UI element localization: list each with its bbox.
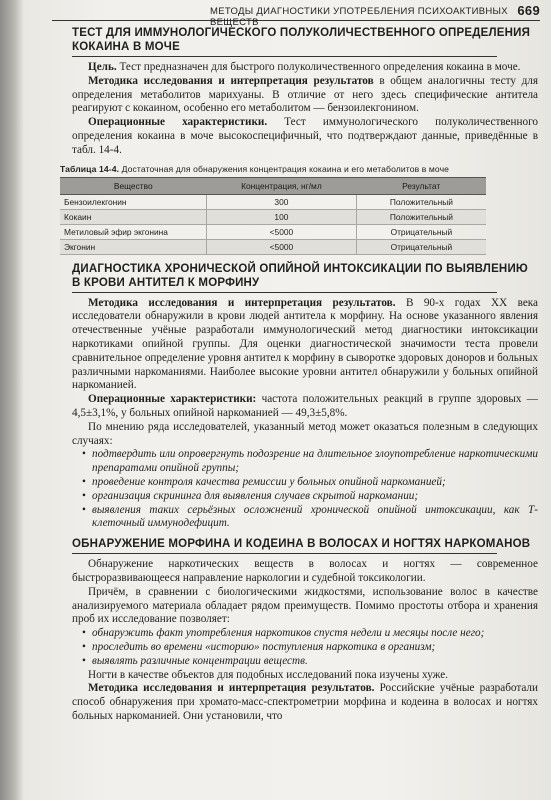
- table-cell: Отрицательный: [356, 239, 486, 254]
- paragraph-text: В 90-х годах XX века исследователи обнаружили в крови людей антитела к морфину. На основе указанного явления отечественные учёные разработали иммунологический метод диагностики интоксикации наркотиками опийной группы. Для оценки диагностической значимости теста провели сравнительное определение уровня антител к морфину в сыворотке здоровых доноров и больных различными наркоманиями. Наиболее высокие уровни антител обнаружили у больных опийной наркоманией.: [72, 296, 539, 392]
- paragraph-text: Российские учёные разработали способ обнаружения при хромато-масс-спектрометрии морфина и кодеина в волосах и ногтях больных наркоманией. Они установили, что: [72, 682, 538, 722]
- table-row: [60, 209, 486, 224]
- list-item: • проследить во времени «историю» поступления наркотика в организм;: [82, 641, 538, 655]
- section-heading-morphine-antibodies: ДИАГНОСТИКА ХРОНИЧЕСКОЙ ОПИЙНОЙ ИНТОКСИКАЦИИ ПО ВЫЯВЛЕНИЮ В КРОВИ АНТИТЕЛ К МОРФИНУ: [72, 262, 528, 289]
- table-cell: Положительный: [356, 194, 486, 209]
- table-header-row: [60, 177, 486, 194]
- table-cell: Метиловый эфир экгонина: [60, 224, 207, 239]
- paragraph-text: Тест иммунологического полуколичественного определения кокаина в моче высокоспецифичный, что подтверждают данные, приведённые в табл. 14-4.: [72, 116, 538, 156]
- table-row: [60, 224, 486, 239]
- heading-rule: [72, 56, 497, 57]
- paragraph-characteristics: [72, 393, 538, 421]
- paragraph-label: Операционные характеристики:: [88, 393, 257, 406]
- advantages-list: [72, 627, 538, 668]
- section-heading-cocaine-test: ТЕСТ ДЛЯ ИММУНОЛОГИЧЕСКОГО ПОЛУКОЛИЧЕСТВЕННОГО ОПРЕДЕЛЕНИЯ КОКАИНА В МОЧЕ: [72, 27, 531, 53]
- paragraph-label: Методика исследования и интерпретация результатов: [88, 74, 374, 87]
- paragraph-label: Операционные характеристики.: [88, 116, 268, 129]
- page-number: 669: [517, 3, 540, 18]
- paragraph-purpose: [72, 61, 538, 75]
- heading-rule: [72, 292, 497, 293]
- paragraph-label: Методика исследования и интерпретация результатов.: [88, 682, 375, 695]
- table-cell: 300: [207, 194, 357, 209]
- paragraph-text: частота положительных реакций в группе здоровых — 4,5±3,1%, у больных опийной наркоманией — 49,3±5,8%.: [72, 393, 538, 419]
- paragraph-advantages: Причём, в сравнении с биологическими жидкостями, использование волос в качестве анализируемого материала обладает рядом преимуществ. Помимо простоты отбора и хранения проб их исследование позволяет:: [72, 585, 538, 626]
- paragraph-usage-intro: По мнению ряда исследователей, указанный метод может оказаться полезным в следующих случаях:: [72, 420, 538, 447]
- paragraph-label: Методика исследования и интерпретация результатов.: [88, 296, 396, 309]
- paragraph-method: [72, 682, 538, 723]
- table-cell: <5000: [207, 224, 357, 239]
- heading-rule: [72, 553, 497, 554]
- list-item: • обнаружить факт употребления наркотиков спустя недели и месяцы после него;: [82, 627, 538, 641]
- spacer: [72, 255, 538, 262]
- table-row: [60, 194, 486, 209]
- paragraph-intro: Обнаружение наркотических веществ в волосах и ногтях — современное быстроразвивающееся направление наркологии и судебной токсикологии.: [72, 558, 538, 584]
- book-spine-shadow: [0, 0, 24, 800]
- paragraph-nails: Ногти в качестве объектов для подобных исследований пока изучены хуже.: [88, 668, 448, 681]
- section-heading-hair-nails: ОБНАРУЖЕНИЕ МОРФИНА И КОДЕИНА В ВОЛОСАХ И НОГТЯХ НАРКОМАНОВ: [72, 538, 531, 551]
- concentration-table: [60, 177, 486, 255]
- page-content: [60, 26, 539, 724]
- list-item: • выявлять различные концентрации веществ.: [82, 655, 538, 669]
- table-caption-label: Таблица 14-4.: [60, 163, 120, 174]
- paragraph-method: [72, 75, 538, 116]
- list-item: • проведение контроля качества ремиссии у больных опийной наркоманией;: [82, 476, 538, 490]
- table-cell: Отрицательный: [356, 224, 486, 239]
- column-header: Концентрация, нг/мл: [207, 177, 357, 194]
- table-cell: 100: [207, 209, 357, 224]
- table-row: [60, 239, 486, 254]
- running-header-title: МЕТОДЫ ДИАГНОСТИКИ УПОТРЕБЛЕНИЯ ПСИХОАКТИВНЫХ ВЕЩЕСТВ: [210, 6, 508, 28]
- paragraph-label: Цель.: [88, 61, 117, 73]
- usage-list: [72, 448, 538, 531]
- paragraph-text: в общем аналогичны тесту для определения метаболитов марихуаны. В отличие от него здесь специфические антитела реагируют с кокаином, особенно его метаболитом — бензоилекгонином.: [72, 74, 538, 115]
- running-header: [52, 3, 540, 28]
- column-header: Вещество: [60, 177, 207, 194]
- paragraph-text: Тест предназначен для быстрого полуколичественного определения кокаина в моче.: [119, 61, 521, 73]
- table-cell: Бензоилекгонин: [60, 194, 207, 209]
- column-header: Результат: [356, 177, 486, 194]
- table-caption-text: Достаточная для обнаружения концентрация кокаина и его метаболитов в моче: [121, 163, 450, 174]
- paragraph-characteristics: [72, 116, 538, 157]
- table-cell: <5000: [207, 239, 357, 254]
- list-item: • организация скрининга для выявления случаев скрытой наркомании;: [82, 490, 538, 504]
- table-cell: Кокаин: [60, 209, 207, 224]
- paragraph-method: [72, 297, 538, 394]
- list-item: • выявления таких серьёзных осложнений хронической опийной интоксикации, как Т-клеточный иммунодефицит.: [82, 504, 538, 532]
- table-cell: Экгонин: [60, 239, 207, 254]
- list-item: • подтвердить или опровергнуть подозрение на длительное злоупотребление наркотическими препаратами опийной группы;: [82, 448, 538, 476]
- table-caption: [60, 164, 538, 174]
- table-cell: Положительный: [356, 209, 486, 224]
